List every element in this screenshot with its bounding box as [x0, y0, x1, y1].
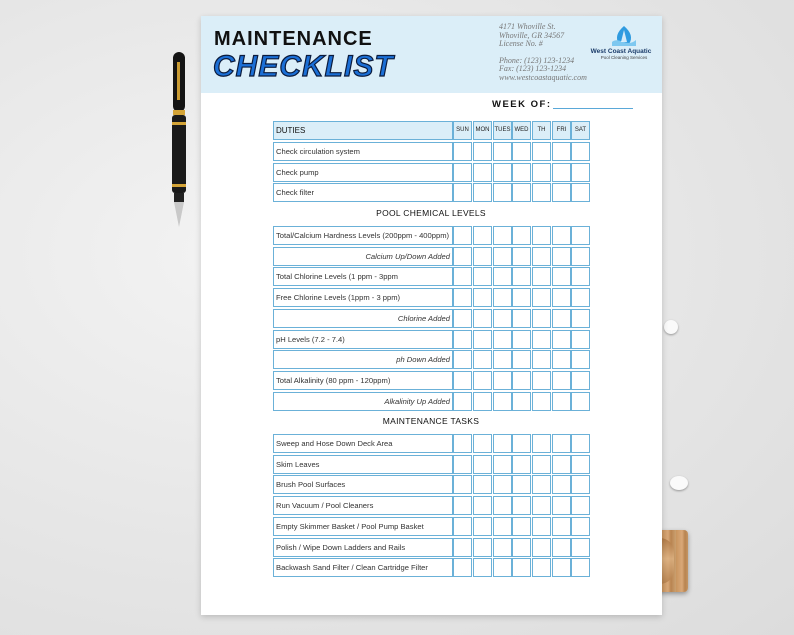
- check-box[interactable]: [453, 496, 472, 515]
- earring-decoration: [664, 320, 678, 334]
- check-box[interactable]: [512, 517, 531, 536]
- check-box[interactable]: [532, 288, 551, 307]
- check-box[interactable]: [512, 558, 531, 577]
- check-box[interactable]: [532, 142, 551, 161]
- check-box[interactable]: [552, 247, 571, 266]
- company-address: [499, 23, 587, 83]
- check-box[interactable]: [493, 288, 512, 307]
- check-box[interactable]: [571, 558, 590, 577]
- check-box[interactable]: [512, 538, 531, 557]
- sheet-header: [201, 16, 662, 93]
- check-box[interactable]: [473, 288, 492, 307]
- check-box[interactable]: [493, 434, 512, 453]
- task-label: Run Vacuum / Pool Cleaners: [273, 496, 453, 515]
- check-box[interactable]: [473, 226, 492, 245]
- check-box[interactable]: [552, 142, 571, 161]
- check-box[interactable]: [473, 371, 492, 390]
- task-label: Sweep and Hose Down Deck Area: [273, 434, 453, 453]
- check-box[interactable]: [493, 330, 512, 349]
- check-box[interactable]: [473, 309, 492, 328]
- check-box[interactable]: [571, 183, 590, 202]
- check-box[interactable]: [453, 350, 472, 369]
- task-label: Backwash Sand Filter / Clean Cartridge Filter: [273, 558, 453, 577]
- check-box[interactable]: [453, 330, 472, 349]
- check-box[interactable]: [512, 247, 531, 266]
- check-box[interactable]: [571, 309, 590, 328]
- check-box[interactable]: [453, 392, 472, 411]
- task-label: Alkalinity Up Added: [273, 392, 453, 411]
- duties-header: DUTIES: [273, 121, 453, 140]
- task-label: Check filter: [273, 183, 453, 202]
- check-box[interactable]: [512, 226, 531, 245]
- day-header: FRI: [552, 121, 571, 140]
- check-box[interactable]: [552, 226, 571, 245]
- day-header: TUES: [493, 121, 512, 140]
- task-label: Total/Calcium Hardness Levels (200ppm - 400ppm): [273, 226, 453, 245]
- check-box[interactable]: [473, 163, 492, 182]
- check-box[interactable]: [552, 392, 571, 411]
- check-box[interactable]: [512, 309, 531, 328]
- wave-logo-icon: [609, 24, 639, 48]
- check-box[interactable]: [493, 309, 512, 328]
- check-box[interactable]: [532, 538, 551, 557]
- check-box[interactable]: [493, 392, 512, 411]
- task-label: Brush Pool Surfaces: [273, 475, 453, 494]
- task-label: Skim Leaves: [273, 455, 453, 474]
- day-header: MON: [473, 121, 492, 140]
- checklist-sheet: [201, 16, 662, 615]
- check-box[interactable]: [493, 455, 512, 474]
- week-of-label: WEEK OF:: [492, 99, 552, 110]
- check-box[interactable]: [571, 475, 590, 494]
- check-box[interactable]: [473, 142, 492, 161]
- check-box[interactable]: [453, 558, 472, 577]
- task-label: Chlorine Added: [273, 309, 453, 328]
- logo-company-name: West Coast Aquatic: [590, 48, 652, 55]
- check-box[interactable]: [552, 475, 571, 494]
- check-box[interactable]: [571, 267, 590, 286]
- check-box[interactable]: [532, 558, 551, 577]
- section-title-maintenance: MAINTENANCE TASKS: [382, 416, 480, 426]
- check-box[interactable]: [532, 392, 551, 411]
- day-header: WED: [512, 121, 531, 140]
- check-box[interactable]: [552, 183, 571, 202]
- check-box[interactable]: [532, 350, 551, 369]
- check-box[interactable]: [571, 163, 590, 182]
- check-box[interactable]: [532, 434, 551, 453]
- task-label: Total Alkalinity (80 ppm - 120ppm): [273, 371, 453, 390]
- check-box[interactable]: [552, 371, 571, 390]
- check-box[interactable]: [532, 496, 551, 515]
- check-box[interactable]: [473, 538, 492, 557]
- check-box[interactable]: [532, 226, 551, 245]
- check-box[interactable]: [473, 496, 492, 515]
- phone-line: Phone: (123) 123-1234: [499, 55, 575, 65]
- task-label: Check circulation system: [273, 142, 453, 161]
- check-box[interactable]: [552, 267, 571, 286]
- check-box[interactable]: [571, 288, 590, 307]
- task-label: ph Down Added: [273, 350, 453, 369]
- check-box[interactable]: [453, 267, 472, 286]
- check-box[interactable]: [571, 330, 590, 349]
- check-box[interactable]: [532, 247, 551, 266]
- check-box[interactable]: [493, 267, 512, 286]
- check-box[interactable]: [571, 455, 590, 474]
- check-box[interactable]: [571, 496, 590, 515]
- check-box[interactable]: [512, 330, 531, 349]
- check-box[interactable]: [571, 392, 590, 411]
- check-box[interactable]: [512, 434, 531, 453]
- check-box[interactable]: [552, 330, 571, 349]
- check-box[interactable]: [453, 288, 472, 307]
- task-label: Check pump: [273, 163, 453, 182]
- check-box[interactable]: [493, 183, 512, 202]
- check-box[interactable]: [552, 558, 571, 577]
- check-box[interactable]: [493, 350, 512, 369]
- check-box[interactable]: [473, 350, 492, 369]
- check-box[interactable]: [493, 558, 512, 577]
- check-box[interactable]: [532, 371, 551, 390]
- check-box[interactable]: [552, 517, 571, 536]
- check-box[interactable]: [532, 267, 551, 286]
- check-box[interactable]: [512, 288, 531, 307]
- check-box[interactable]: [453, 371, 472, 390]
- earring-decoration: [670, 476, 688, 490]
- check-box[interactable]: [453, 226, 472, 245]
- check-box[interactable]: [571, 517, 590, 536]
- check-box[interactable]: [512, 455, 531, 474]
- check-box[interactable]: [571, 247, 590, 266]
- check-box[interactable]: [493, 475, 512, 494]
- fax-line: Fax: (123) 123-1234: [499, 64, 567, 74]
- title-maintenance: MAINTENANCE: [214, 28, 373, 50]
- check-box[interactable]: [552, 538, 571, 557]
- check-box[interactable]: [453, 142, 472, 161]
- check-box[interactable]: [453, 309, 472, 328]
- check-box[interactable]: [493, 226, 512, 245]
- check-box[interactable]: [532, 475, 551, 494]
- check-box[interactable]: [453, 475, 472, 494]
- day-header: SUN: [453, 121, 472, 140]
- address-line: 4171 Whoville St.: [499, 22, 556, 31]
- check-box[interactable]: [453, 247, 472, 266]
- check-box[interactable]: [473, 434, 492, 453]
- logo-tagline: Pool Cleaning Services: [600, 55, 648, 60]
- day-header: SAT: [571, 121, 590, 140]
- fountain-pen-icon: [168, 52, 190, 227]
- check-box[interactable]: [493, 538, 512, 557]
- check-box[interactable]: [493, 496, 512, 515]
- check-box[interactable]: [473, 267, 492, 286]
- check-box[interactable]: [512, 163, 531, 182]
- check-box[interactable]: [512, 350, 531, 369]
- check-box[interactable]: [532, 309, 551, 328]
- check-box[interactable]: [493, 371, 512, 390]
- check-box[interactable]: [571, 434, 590, 453]
- check-box[interactable]: [512, 183, 531, 202]
- website-line: www.westcoastaquatic.com: [499, 72, 587, 82]
- check-box[interactable]: [532, 517, 551, 536]
- task-label: Polish / Wipe Down Ladders and Rails: [273, 538, 453, 557]
- check-box[interactable]: [473, 247, 492, 266]
- check-box[interactable]: [571, 142, 590, 161]
- check-box[interactable]: [473, 183, 492, 202]
- check-box[interactable]: [512, 392, 531, 411]
- section-title-chemical: POOL CHEMICAL LEVELS: [376, 208, 486, 218]
- check-box[interactable]: [453, 183, 472, 202]
- check-box[interactable]: [453, 455, 472, 474]
- check-box[interactable]: [493, 517, 512, 536]
- check-box[interactable]: [512, 267, 531, 286]
- check-box[interactable]: [453, 517, 472, 536]
- check-box[interactable]: [473, 475, 492, 494]
- company-logo: [590, 24, 654, 76]
- title-checklist: CHECKLIST: [213, 50, 394, 83]
- check-box[interactable]: [552, 496, 571, 515]
- check-box[interactable]: [552, 455, 571, 474]
- check-box[interactable]: [532, 330, 551, 349]
- task-label: pH Levels (7.2 - 7.4): [273, 330, 453, 349]
- task-label: Calcium Up/Down Added: [273, 247, 453, 266]
- task-label: Empty Skimmer Basket / Pool Pump Basket: [273, 517, 453, 536]
- check-box[interactable]: [552, 309, 571, 328]
- license-line: License No. #: [499, 39, 543, 49]
- task-label: Total Chlorine Levels (1 ppm - 3ppm: [273, 267, 453, 286]
- check-box[interactable]: [552, 434, 571, 453]
- check-box[interactable]: [453, 538, 472, 557]
- check-box[interactable]: [552, 163, 571, 182]
- check-box[interactable]: [552, 288, 571, 307]
- check-box[interactable]: [473, 455, 492, 474]
- check-box[interactable]: [453, 434, 472, 453]
- check-box[interactable]: [473, 517, 492, 536]
- check-box[interactable]: [512, 371, 531, 390]
- check-box[interactable]: [493, 247, 512, 266]
- check-box[interactable]: [473, 558, 492, 577]
- check-box[interactable]: [532, 455, 551, 474]
- check-box[interactable]: [532, 163, 551, 182]
- check-box[interactable]: [571, 371, 590, 390]
- address-line: Whoville, GR 34567: [499, 30, 565, 40]
- check-box[interactable]: [512, 496, 531, 515]
- task-label: Free Chlorine Levels (1ppm - 3 ppm): [273, 288, 453, 307]
- check-box[interactable]: [571, 350, 590, 369]
- check-box[interactable]: [453, 163, 472, 182]
- check-box[interactable]: [571, 226, 590, 245]
- check-box[interactable]: [512, 142, 531, 161]
- check-box[interactable]: [532, 183, 551, 202]
- week-of-input-line[interactable]: [553, 108, 633, 109]
- check-box[interactable]: [493, 163, 512, 182]
- check-box[interactable]: [512, 475, 531, 494]
- day-header: TH: [532, 121, 551, 140]
- check-box[interactable]: [473, 330, 492, 349]
- check-box[interactable]: [473, 392, 492, 411]
- check-box[interactable]: [493, 142, 512, 161]
- check-box[interactable]: [571, 538, 590, 557]
- check-box[interactable]: [552, 350, 571, 369]
